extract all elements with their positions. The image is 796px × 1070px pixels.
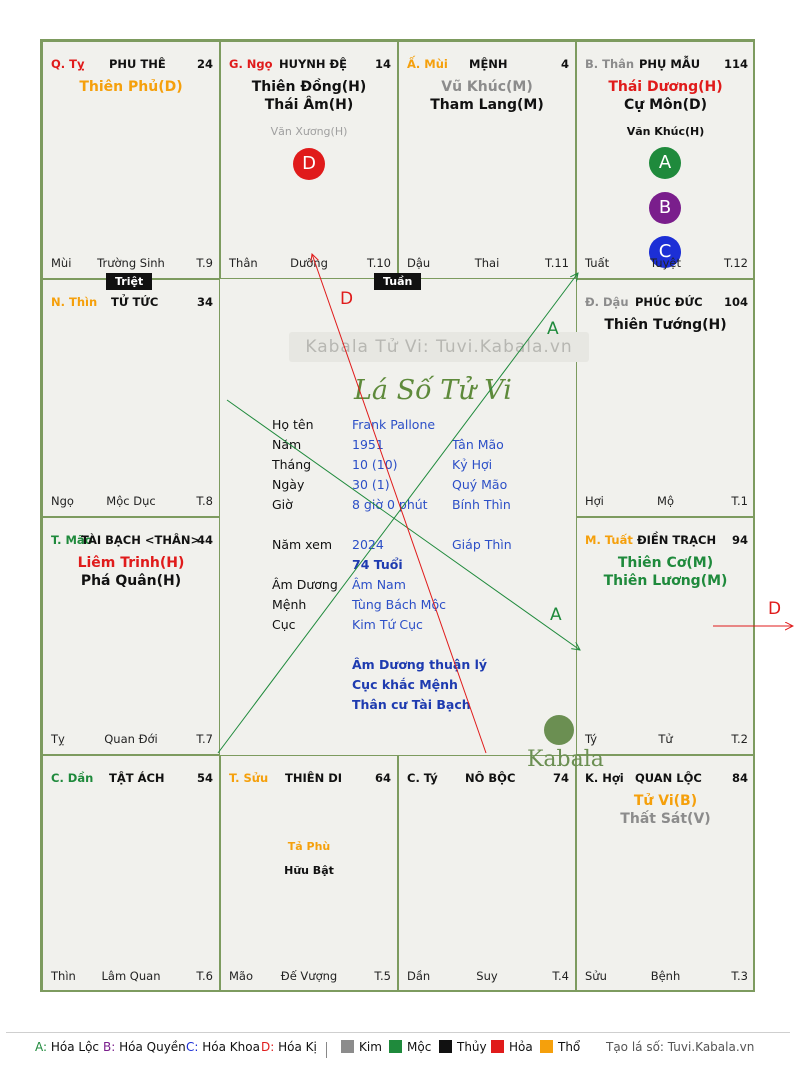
main-star: Thiên Tướng(H) xyxy=(604,317,727,333)
main-star: Thái Âm(H) xyxy=(264,97,354,113)
legend-c xyxy=(186,1040,260,1054)
info-value-can-chi: Quý Mão xyxy=(452,477,508,492)
info-value: 1951 xyxy=(352,437,384,452)
info-value: 10 (10) xyxy=(352,457,398,472)
info-label: Năm xyxy=(272,437,302,452)
info-label: Tháng xyxy=(272,457,312,472)
main-star: Tham Lang(M) xyxy=(430,97,544,113)
cell-term: T.3 xyxy=(731,969,748,983)
cell-phase: Dưỡng xyxy=(290,256,328,270)
hoa-ki-arrow xyxy=(312,254,486,753)
legend-key: A: xyxy=(35,1040,48,1054)
info-label: Họ tên xyxy=(272,417,314,432)
legend-thuy xyxy=(439,1040,487,1054)
cell-phase: Đế Vượng xyxy=(280,969,338,983)
info-value: 30 (1) xyxy=(352,477,390,492)
info-label: Mệnh xyxy=(272,597,307,612)
main-star: Cự Môn(D) xyxy=(623,97,708,113)
cell-name: QUAN LỘC xyxy=(635,771,702,785)
note: Cục khắc Mệnh xyxy=(352,677,458,692)
info-value: Frank Pallone xyxy=(352,417,436,432)
cell-number: 54 xyxy=(196,771,213,785)
cell-number: 104 xyxy=(723,295,748,309)
cell-number: 84 xyxy=(731,771,748,785)
info-label: Giờ xyxy=(272,497,293,512)
hoa-loc-arrow xyxy=(218,273,578,753)
cell-phase: Thai xyxy=(474,256,500,270)
info-value: 8 giờ 0 phút xyxy=(352,497,428,512)
legend-b xyxy=(103,1040,186,1054)
legend-label: Hóa Kị xyxy=(278,1040,317,1054)
cell-branch: Thìn xyxy=(51,969,76,983)
cell-branch: Ngọ xyxy=(51,494,74,508)
cell-name: PHỤ MẪU xyxy=(639,57,701,71)
tuan-tag: Tuần xyxy=(374,273,421,290)
legend-moc xyxy=(389,1040,431,1054)
info-value-can-chi: Giáp Thìn xyxy=(452,537,512,552)
legend-tho xyxy=(540,1040,580,1054)
cell-number: 24 xyxy=(196,57,213,71)
sub-star: Hữu Bật xyxy=(284,864,334,877)
cell-can: K. Hợi xyxy=(585,771,624,785)
sub-star: Văn Xương(H) xyxy=(270,125,348,138)
info-value: Tùng Bách Mộc xyxy=(352,597,446,612)
cell-phase: Tuyệt xyxy=(650,256,681,270)
cell-branch: Tỵ xyxy=(51,732,65,746)
cell-branch: Sửu xyxy=(585,969,607,983)
cell-can: C. Dần xyxy=(51,771,94,785)
info-value: 2024 xyxy=(352,537,384,552)
cell-term: T.6 xyxy=(196,969,213,983)
cell-can: T. Mão xyxy=(51,533,93,547)
info-value-can-chi: Kỷ Hợi xyxy=(452,457,493,472)
cell-can: M. Tuất xyxy=(585,533,633,547)
arrow-label: A xyxy=(550,605,562,625)
cell-number: 44 xyxy=(196,533,213,547)
cell-can: C. Tý xyxy=(407,771,438,785)
info-label: Ngày xyxy=(272,477,305,492)
cell-number: 4 xyxy=(560,57,569,71)
cell-number: 74 xyxy=(552,771,569,785)
cell-can: T. Sửu xyxy=(229,771,269,785)
cell-term: T.12 xyxy=(724,256,748,270)
cell-name: NÔ BỘC xyxy=(465,771,516,785)
cell-name: TẬT ÁCH xyxy=(109,771,165,785)
cell-phase: Mộc Dục xyxy=(106,494,156,508)
info-value: Âm Nam xyxy=(352,577,406,592)
cell-number: 64 xyxy=(374,771,391,785)
swatch-thuy xyxy=(439,1040,452,1053)
arrow-label: D xyxy=(768,599,782,619)
arrow-label: D xyxy=(340,289,354,309)
cell-phase: Suy xyxy=(476,969,498,983)
age-value: 74 Tuổi xyxy=(352,557,403,572)
cell-phase: Lâm Quan xyxy=(101,969,161,983)
sub-star: Tả Phù xyxy=(287,840,331,853)
cell-can: Đ. Dậu xyxy=(585,295,629,309)
hoa-khoa-badge: C xyxy=(649,236,681,268)
swatch-hoa xyxy=(491,1040,504,1053)
swatch-tho xyxy=(540,1040,553,1053)
main-star: Tử Vi(B) xyxy=(633,793,698,809)
legend-label: Hóa Quyền xyxy=(119,1040,186,1054)
cell-branch: Tý xyxy=(585,732,598,746)
cell-branch: Mùi xyxy=(51,256,72,270)
hoa-loc-arrow xyxy=(227,400,580,650)
cell-number: 114 xyxy=(723,57,748,71)
main-star: Thái Dương(H) xyxy=(608,79,723,95)
cell-name: PHÚC ĐỨC xyxy=(635,295,703,309)
info-label: Năm xem xyxy=(272,537,333,552)
cell-name: TÀI BẠCH <THÂN> xyxy=(81,533,201,547)
legend-hoa xyxy=(491,1040,533,1054)
cell-term: T.1 xyxy=(731,494,748,508)
cell-number: 34 xyxy=(196,295,213,309)
info-label: Âm Dương xyxy=(272,577,338,592)
logo-text: Kabala xyxy=(527,747,604,772)
cell-branch: Mão xyxy=(229,969,254,983)
legend-d xyxy=(261,1040,317,1054)
cell-term: T.5 xyxy=(374,969,391,983)
legend-key: D: xyxy=(261,1040,275,1054)
cell-phase: Quan Đới xyxy=(104,732,158,746)
info-label: Cục xyxy=(272,617,296,632)
cell-name: TỬ TỨC xyxy=(111,295,159,309)
cell-branch: Thân xyxy=(229,256,258,270)
swatch-moc xyxy=(389,1040,402,1053)
triet-tag: Triệt xyxy=(106,273,152,290)
legend-key: B: xyxy=(103,1040,116,1054)
note: Âm Dương thuận lý xyxy=(352,657,488,672)
legend-separator xyxy=(326,1042,327,1058)
cell-name: PHU THÊ xyxy=(109,57,166,71)
cell-can: N. Thìn xyxy=(51,295,98,309)
legend-key: C: xyxy=(186,1040,199,1054)
main-star: Vũ Khúc(M) xyxy=(441,79,533,95)
cell-can: Q. Tỵ xyxy=(51,57,85,71)
watermark: Kabala Tử Vi: Tuvi.Kabala.vn xyxy=(289,332,589,362)
legend-element: Kim xyxy=(359,1040,382,1054)
cell-can: G. Ngọ xyxy=(229,57,273,71)
cell-term: T.10 xyxy=(367,256,391,270)
cell-number: 14 xyxy=(374,57,391,71)
cell-name: MỆNH xyxy=(469,57,508,71)
legend-element: Thủy xyxy=(457,1040,487,1054)
swatch-kim xyxy=(341,1040,354,1053)
cell-term: T.11 xyxy=(545,256,569,270)
sub-star: Văn Khúc(H) xyxy=(626,125,705,138)
legend-divider xyxy=(6,1032,790,1033)
cell-can: B. Thân xyxy=(585,57,635,71)
arrow-label: A xyxy=(547,319,559,339)
cell-term: T.7 xyxy=(196,732,213,746)
credit-link[interactable]: Tạo lá số: Tuvi.Kabala.vn xyxy=(606,1040,755,1054)
cell-term: T.2 xyxy=(731,732,748,746)
main-star: Thiên Đồng(H) xyxy=(251,79,367,95)
main-star: Thiên Phủ(D) xyxy=(79,79,183,95)
main-star: Thiên Cơ(M) xyxy=(617,555,714,571)
cell-branch: Dần xyxy=(407,969,431,983)
cell-name: HUYNH ĐỆ xyxy=(279,57,348,71)
hoa-ki-badge: D xyxy=(293,148,325,180)
cell-name: THIÊN DI xyxy=(285,771,343,785)
main-star: Thiên Lương(M) xyxy=(603,573,728,589)
cell-phase: Trường Sinh xyxy=(97,256,165,270)
cell-can: Ấ. Mùi xyxy=(407,57,448,71)
cell-number: 94 xyxy=(731,533,748,547)
cell-phase: Bệnh xyxy=(650,969,681,983)
main-star: Thất Sát(V) xyxy=(620,811,711,827)
cell-term: T.9 xyxy=(196,256,213,270)
chart-title: Lá Số Tử Vi xyxy=(354,375,512,406)
legend-element: Hỏa xyxy=(509,1040,533,1054)
cell-term: T.8 xyxy=(196,494,213,508)
legend-element: Thổ xyxy=(558,1040,581,1054)
cell-phase: Mộ xyxy=(657,494,674,508)
cell-branch: Hợi xyxy=(585,494,604,508)
main-star: Liêm Trinh(H) xyxy=(77,555,185,571)
cell-phase: Tử xyxy=(658,732,673,746)
hoa-loc-badge: A xyxy=(649,147,681,179)
main-star: Phá Quân(H) xyxy=(80,573,182,589)
hoa-quyen-badge: B xyxy=(649,192,681,224)
cell-term: T.4 xyxy=(552,969,569,983)
legend-label: Hóa Khoa xyxy=(202,1040,260,1054)
info-value-can-chi: Bính Thìn xyxy=(452,497,511,512)
legend-element: Mộc xyxy=(407,1040,432,1054)
legend-a xyxy=(35,1040,99,1054)
legend-kim xyxy=(341,1040,382,1054)
info-value: Kim Tứ Cục xyxy=(352,617,423,632)
cell-branch: Dậu xyxy=(407,256,431,270)
info-value-can-chi: Tân Mão xyxy=(452,437,504,452)
cell-branch: Tuất xyxy=(585,256,610,270)
cell-name: ĐIỀN TRẠCH xyxy=(637,533,717,547)
note: Thân cư Tài Bạch xyxy=(352,697,471,712)
legend-label: Hóa Lộc xyxy=(50,1040,100,1054)
